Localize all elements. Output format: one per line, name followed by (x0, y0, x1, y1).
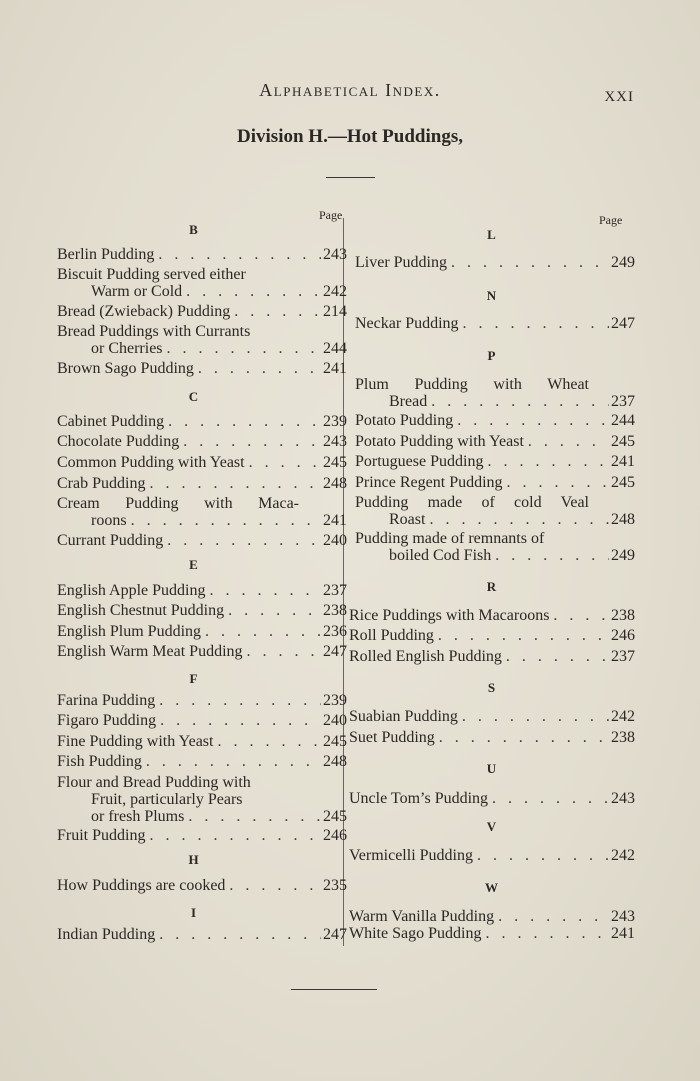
entry-page: 239 (323, 692, 347, 709)
entry-page: 235 (323, 877, 347, 894)
entry-title: Fine Pudding with Yeast (57, 733, 214, 750)
index-entry (355, 433, 635, 450)
entry-page: 248 (611, 511, 635, 528)
section-letter-s: S (487, 680, 497, 695)
section-letter-h: H (188, 852, 200, 867)
entry-page: 214 (323, 303, 347, 320)
entry-title: Pudding made of cold Veal (355, 494, 589, 511)
index-entry (349, 908, 635, 925)
entry-page: 239 (323, 413, 347, 430)
entry-title: Plum Pudding with Wheat (355, 376, 589, 393)
left-column (57, 0, 347, 1081)
index-entry (349, 607, 635, 624)
entry-page: 246 (611, 627, 635, 644)
index-entry (57, 827, 347, 844)
entry-title: Roll Pudding (349, 627, 434, 644)
index-entry (57, 753, 347, 770)
entry-page: 238 (611, 607, 635, 624)
entry-page: 238 (323, 602, 347, 619)
entry-title: English Chestnut Pudding (57, 602, 225, 619)
index-entry (57, 495, 347, 529)
entry-page: 241 (611, 925, 635, 942)
entry-page: 237 (323, 582, 347, 599)
entry-page: 245 (323, 454, 347, 471)
index-entry (355, 474, 635, 491)
entry-page: 248 (323, 753, 347, 770)
entry-page: 244 (611, 412, 635, 429)
page-folio: XXI (604, 89, 634, 105)
entry-title: Suabian Pudding (349, 708, 458, 725)
index-entry (355, 453, 635, 470)
entry-page: 238 (611, 729, 635, 746)
entry-title-cont: or Cherries (91, 340, 163, 357)
entry-title: English Apple Pudding (57, 582, 206, 599)
entry-page: 248 (323, 475, 347, 492)
index-entry (349, 847, 635, 864)
entry-title: Pudding made of remnants of (355, 530, 545, 547)
entry-title: Berlin Pudding (57, 246, 155, 263)
entry-title: Fish Pudding (57, 753, 142, 770)
index-entry (57, 877, 347, 894)
entry-page: 247 (323, 926, 347, 943)
entry-title: Cabinet Pudding (57, 413, 165, 430)
entry-title: How Puddings are cooked (57, 877, 226, 894)
entry-page: 245 (611, 474, 635, 491)
index-entry (57, 582, 347, 599)
entry-page: 241 (323, 360, 347, 377)
index-entry (57, 926, 347, 943)
entry-title-cont: roons (91, 512, 127, 529)
entry-title: Rolled English Pudding (349, 648, 502, 665)
entry-page: 249 (611, 547, 635, 564)
entry-title: Bread Puddings with Currants (57, 323, 251, 340)
entry-page: 241 (323, 512, 347, 529)
entry-title: Indian Pudding (57, 926, 156, 943)
section-letter-c: C (188, 389, 200, 404)
entry-title: Potato Pudding (355, 412, 454, 429)
entry-page: 240 (323, 532, 347, 549)
entry-title: Liver Pudding (355, 254, 447, 271)
entry-title-cont: Bread (389, 393, 428, 410)
index-entry (57, 454, 347, 471)
entry-page: 242 (611, 708, 635, 725)
entry-page: 236 (323, 623, 347, 640)
section-letter-f: F (189, 671, 199, 686)
index-entry (355, 376, 635, 410)
entry-title: Flour and Bread Pudding with (57, 774, 251, 791)
index-entry (355, 315, 635, 332)
entry-title-cont: or fresh Plums (91, 808, 185, 825)
index-entry (57, 692, 347, 709)
entry-title: Suet Pudding (349, 729, 435, 746)
section-letter-p: P (487, 348, 497, 363)
index-entry (57, 246, 347, 263)
index-entry (57, 774, 347, 825)
entry-page: 242 (611, 847, 635, 864)
running-head: Alphabetical Index. (259, 80, 441, 100)
entry-title: Rice Puddings with Macaroons (349, 607, 550, 624)
index-entry (355, 254, 635, 271)
index-entry (57, 602, 347, 619)
section-letter-w: W (485, 880, 499, 895)
index-entry (57, 643, 347, 660)
entry-title: Neckar Pudding (355, 315, 459, 332)
entry-title: Chocolate Pudding (57, 433, 180, 450)
index-entry (57, 712, 347, 729)
index-entry (349, 627, 635, 644)
entry-page: 245 (323, 808, 347, 825)
section-letter-l: L (487, 227, 497, 242)
right-column (349, 0, 635, 1081)
entry-title: Vermicelli Pudding (349, 847, 473, 864)
index-entry (57, 733, 347, 750)
entry-page: 245 (323, 733, 347, 750)
entry-page: 247 (611, 315, 635, 332)
entry-title: Potato Pudding with Yeast (355, 433, 524, 450)
entry-page: 244 (323, 340, 347, 357)
section-letter-i: I (190, 905, 198, 920)
entry-page: 243 (323, 433, 347, 450)
entry-title-cont: boiled Cod Fish (389, 547, 492, 564)
entry-title: Bread (Zwieback) Pudding (57, 303, 231, 320)
section-letter-e: E (189, 557, 199, 572)
entry-title-cont: Fruit, particularly Pears (91, 791, 243, 808)
section-letter-u: U (486, 761, 498, 776)
entry-page: 243 (323, 246, 347, 263)
index-entry (349, 925, 635, 942)
index-entry (57, 532, 347, 549)
index-entry (355, 530, 635, 564)
section-letter-b: B (189, 222, 199, 237)
entry-title: English Plum Pudding (57, 623, 202, 640)
entry-title: Prince Regent Pudding (355, 474, 503, 491)
entry-page: 241 (611, 453, 635, 470)
index-entry (57, 433, 347, 450)
index-entry (349, 648, 635, 665)
page-column-heading-left: Page (319, 208, 343, 222)
index-entry (57, 623, 347, 640)
entry-page: 237 (611, 648, 635, 665)
index-entry (57, 413, 347, 430)
index-entry (349, 729, 635, 746)
entry-title: Biscuit Pudding served either (57, 266, 246, 283)
division-title: Division H.—Hot Puddings, (237, 126, 463, 147)
entry-title: Portuguese Pudding (355, 453, 484, 470)
entry-page: 246 (323, 827, 347, 844)
entry-page: 245 (611, 433, 635, 450)
entry-title: Farina Pudding (57, 692, 156, 709)
entry-page: 243 (611, 908, 635, 925)
index-entry (355, 494, 635, 528)
section-letter-r: R (486, 579, 498, 594)
index-entry (57, 266, 347, 300)
entry-title: Figaro Pudding (57, 712, 157, 729)
entry-title: Common Pudding with Yeast (57, 454, 245, 471)
entry-page: 247 (323, 643, 347, 660)
entry-title: English Warm Meat Pudding (57, 643, 243, 660)
entry-title: Fruit Pudding (57, 827, 146, 844)
index-entry (57, 475, 347, 492)
page-column-heading-right: Page (599, 213, 623, 227)
index-entry (349, 790, 635, 807)
entry-title: Warm Vanilla Pudding (349, 908, 495, 925)
entry-page: 240 (323, 712, 347, 729)
entry-title: Currant Pudding (57, 532, 164, 549)
entry-title-cont: Roast (389, 511, 426, 528)
entry-page: 242 (323, 283, 347, 300)
section-letter-v: V (486, 819, 498, 834)
entry-page: 249 (611, 254, 635, 271)
section-letter-n: N (486, 288, 498, 303)
entry-title: Brown Sago Pudding (57, 360, 194, 377)
index-entry (57, 303, 347, 320)
index-entry (57, 360, 347, 377)
index-entry (57, 323, 347, 357)
entry-title: Crab Pudding (57, 475, 146, 492)
entry-page: 243 (611, 790, 635, 807)
entry-title: Cream Pudding with Maca- (57, 495, 299, 512)
index-entry (355, 412, 635, 429)
index-entry (349, 708, 635, 725)
entry-title-cont: Warm or Cold (91, 283, 183, 300)
entry-title: White Sago Pudding (349, 925, 482, 942)
entry-page: 237 (611, 393, 635, 410)
entry-title: Uncle Tom’s Pudding (349, 790, 489, 807)
